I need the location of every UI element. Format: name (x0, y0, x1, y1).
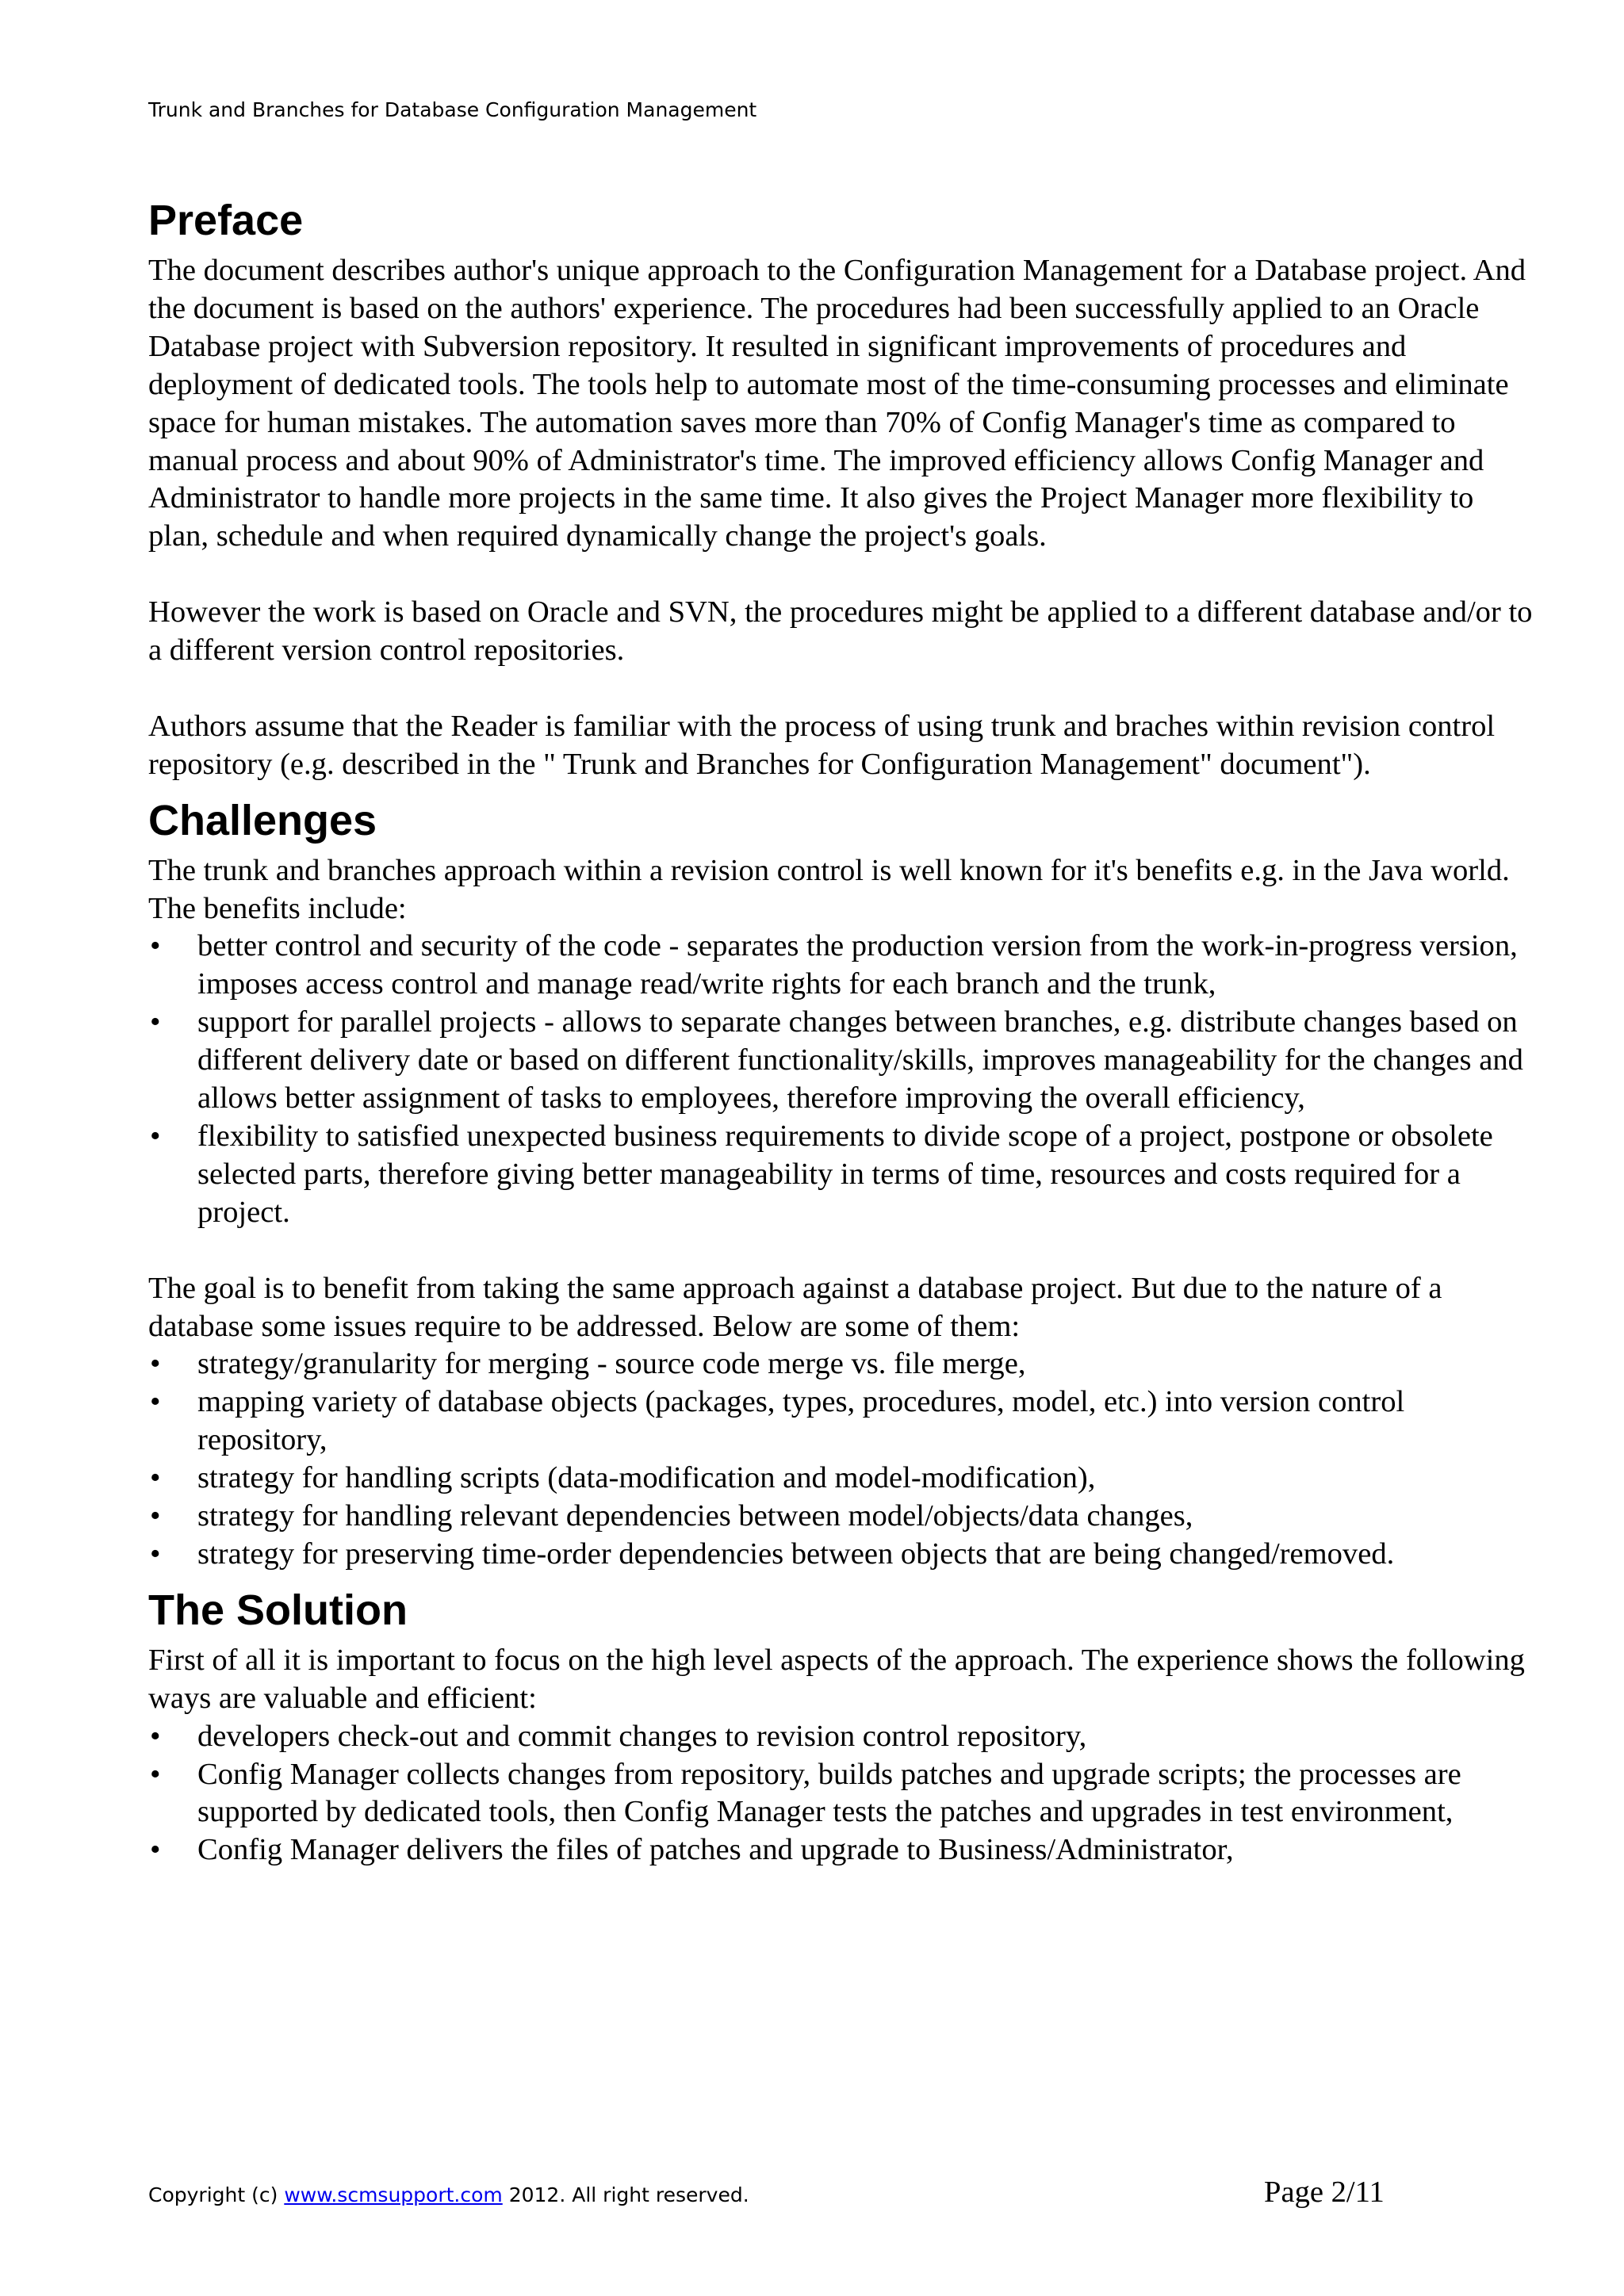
challenges-goal: The goal is to benefit from taking the same approach against a database project. But due to the nature of a database some issues require to be addressed. Below are some of them: (148, 1271, 1442, 1343)
copyright-suffix: 2012. All right reserved. (502, 2183, 749, 2206)
list-item (148, 1004, 1538, 1118)
list-item-text: support for parallel projects - allows to separate changes between branches, e.g. distribute changes based on different delivery date or based on different functionality/skills, improves manageability for the changes and allows better assignment of tasks to employees, therefore improving the overall efficiency, (197, 1005, 1523, 1115)
challenges-heading: Challenges (148, 796, 377, 844)
bullet-icon: • (150, 1119, 161, 1153)
issues-list (148, 1345, 1538, 1573)
list-item-text: developers check-out and commit changes to revision control repository, (197, 1719, 1087, 1753)
list-item (148, 1460, 1538, 1498)
challenges-intro: The trunk and branches approach within a revision control is well known for it's benefits e.g. in the Java world. The benefits include: (148, 853, 1510, 925)
benefits-list (148, 928, 1538, 1231)
preface-paragraph-1: The document describes author's unique approach to the Configuration Management for a Database project. And the document is based on the authors' experience. The procedures had been successfully applied to an Oracle Database project with Subversion repository. It resulted in significant improvements of procedures and deployment of dedicated tools. The tools help to automate most of the time-consuming processes and eliminate space for human mistakes. The automation saves more than 70% of Config Manager's time as compared to manual process and about 90% of Administrator's time. The improved efficiency allows Config Manager and Administrator to handle more projects in the same time. It also gives the Project Manager more flexibility to plan, schedule and when required dynamically change the project's goals. (148, 254, 1526, 553)
bullet-icon: • (150, 1536, 161, 1571)
bullet-icon: • (150, 1347, 161, 1381)
challenges-section (148, 797, 1538, 1574)
list-item (148, 1118, 1538, 1232)
bullet-icon: • (150, 1499, 161, 1533)
solution-heading: The Solution (148, 1586, 408, 1634)
list-item-text: strategy for handling scripts (data-modification and model-modification), (197, 1461, 1096, 1495)
list-item (148, 1536, 1538, 1574)
list-item (148, 1718, 1538, 1756)
bullet-icon: • (150, 1461, 161, 1495)
list-item (148, 1831, 1538, 1869)
list-item (148, 1498, 1538, 1536)
running-header: Trunk and Branches for Database Configuration Management (148, 98, 757, 121)
list-item (148, 1756, 1538, 1832)
list-item-text: Config Manager delivers the files of patches and upgrade to Business/Administrator, (197, 1833, 1234, 1867)
bullet-icon: • (150, 1005, 161, 1039)
page-number: Page 2/11 (1264, 2175, 1385, 2209)
list-item (148, 928, 1538, 1004)
list-item-text: Config Manager collects changes from repository, builds patches and upgrade scripts; the processes are supported by dedicated tools, then Config Manager tests the patches and upgrades in test environment, (197, 1757, 1461, 1829)
preface-paragraph-3: Authors assume that the Reader is familiar with the process of using trunk and braches within revision control repository (e.g. described in the " Trunk and Branches for Configuration Management" document"). (148, 709, 1496, 781)
list-item-text: flexibility to satisfied unexpected business requirements to divide scope of a project, postpone or obsolete selected parts, therefore giving better manageability in terms of time, resources and costs required for a project. (197, 1119, 1493, 1229)
footer-copyright (148, 2183, 749, 2208)
bullet-icon: • (150, 929, 161, 963)
preface-paragraph-2: However the work is based on Oracle and SVN, the procedures might be applied to a different database and/or to a different version control repositories. (148, 595, 1533, 668)
bullet-icon: • (150, 1757, 161, 1791)
bullet-icon: • (150, 1385, 161, 1419)
website-link[interactable]: www.scmsupport.com (284, 2183, 503, 2206)
preface-heading: Preface (148, 197, 304, 244)
solution-intro: First of all it is important to focus on the high level aspects of the approach. The experience shows the following ways are valuable and efficient: (148, 1643, 1525, 1715)
list-item (148, 1345, 1538, 1383)
list-item-text: strategy/granularity for merging - source code merge vs. file merge, (197, 1347, 1026, 1381)
bullet-icon: • (150, 1719, 161, 1753)
copyright-prefix: Copyright (c) (148, 2183, 285, 2206)
list-item-text: strategy for handling relevant dependencies between model/objects/data changes, (197, 1499, 1193, 1533)
solution-list (148, 1718, 1538, 1870)
list-item-text: strategy for preserving time-order dependencies between objects that are being changed/removed. (197, 1536, 1395, 1571)
list-item (148, 1383, 1538, 1460)
list-item-text: mapping variety of database objects (packages, types, procedures, model, etc.) into version control repository, (197, 1385, 1405, 1457)
preface-section (148, 197, 1538, 784)
document-body (148, 197, 1538, 1869)
bullet-icon: • (150, 1833, 161, 1867)
solution-section (148, 1586, 1538, 1869)
list-item-text: better control and security of the code - separates the production version from the work-in-progress version, imposes access control and manage read/write rights for each branch and the trunk, (197, 929, 1518, 1001)
